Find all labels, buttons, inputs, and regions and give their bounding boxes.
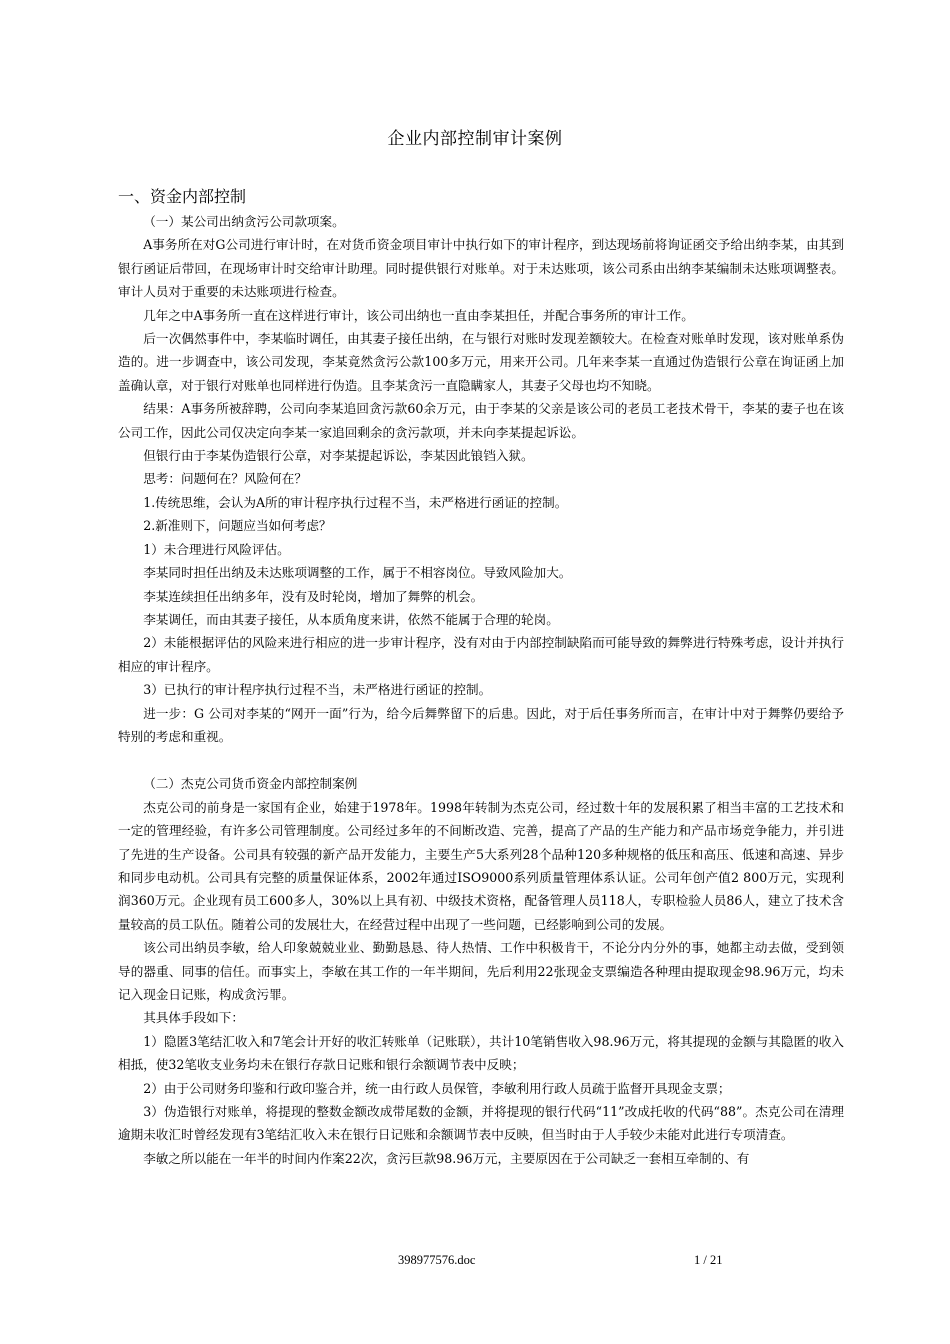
paragraph: 几年之中A事务所一直在这样进行审计，该公司出纳也一直由李某担任，并配合事务所的审计工作。 bbox=[143, 307, 694, 323]
paragraph: 但银行由于李某伪造银行公章，对李某提起诉讼，李某因此锒铛入狱。 bbox=[143, 448, 534, 464]
paragraph: 后一次偶然事件中，李某临时调任，由其妻子接任出纳，在与银行对账时发现差额较大。在检查对账单时发现，该对账单系伪造的。进一步调查中，该公司发现，李某竟然贪污公款100多万元，用来开公司。几年来李某一直通过伪造银行公章在询证函上加盖确认章，对于银行对账单也同样进行伪造。且李某贪污一直隐瞒家人，其妻子父母也均不知晓。 bbox=[118, 331, 844, 393]
paragraph: 李某同时担任出纳及未达账项调整的工作，属于不相容岗位。导致风险加大。 bbox=[143, 565, 572, 581]
paragraph: A事务所在对G公司进行审计时，在对货币资金项目审计中执行如下的审计程序，到达现场前将询证函交予给出纳李某，由其到银行函证后带回，在现场审计时交给审计助理。同时提供银行对账单。对于未达账项，该公司系由出纳李某编制未达账项调整表。审计人员对于重要的未达账项进行检查。 bbox=[118, 237, 844, 300]
paragraph: 结果：A事务所被辞聘，公司向李某追回贪污款60余万元，由于李某的父亲是该公司的老员工老技术骨干，李某的妻子也在该公司工作，因此公司仅决定向李某一家追回剩余的贪污款项，并未向李某提起诉讼。 bbox=[118, 401, 844, 440]
document-title: 企业内部控制审计案例 bbox=[387, 129, 563, 149]
paragraph: 2）未能根据评估的风险来进行相应的进一步审计程序，没有对由于内部控制缺陷而可能导致的舞弊进行特殊考虑，设计并执行相应的审计程序。 bbox=[118, 635, 844, 674]
subsection-heading: （一）某公司出纳贪污公司款项案。 bbox=[143, 214, 345, 229]
paragraph: 进一步：G 公司对李某的“网开一面”行为，给今后舞弊留下的后患。因此，对于后任事务所而言，在审计中对于舞弊仍要给予特别的考虑和重视。 bbox=[118, 705, 844, 744]
paragraph: 1.传统思维，会认为A所的审计程序执行过程不当，未严格进行函证的控制。 bbox=[143, 494, 568, 510]
paragraph: 3）伪造银行对账单，将提现的整数金额改成带尾数的金额，并将提现的银行代码“11”改成托收的代码“88”。杰克公司在清理逾期未收汇时曾经发现有3笔结汇收入未在银行日记账和余额调节表中反映，但当时由于人手较少未能对此进行专项清查。 bbox=[118, 1104, 844, 1143]
paragraph: 该公司出纳员李敏，给人印象兢兢业业、勤勤恳恳、待人热情、工作中积极肯干，不论分内分外的事，她都主动去做，受到领导的器重、同事的信任。而事实上，李敏在其工作的一年半期间，先后利用22张现金支票编造各种理由提取现金98.96万元，均未记入现金日记账，构成贪污罪。 bbox=[118, 940, 844, 1002]
paragraph: 杰克公司的前身是一家国有企业，始建于1978年。1998年转制为杰克公司，经过数十年的发展积累了相当丰富的工艺技术和一定的管理经验，有许多公司管理制度。公司经过多年的不间断改造、完善，提高了产品的生产能力和产品市场竞争能力，并引进了先进的生产设备。公司具有较强的新产品开发能力，主要生产5大系列28个品种120多种规格的低压和高压、低速和高速、异步和同步电动机。公司具有完整的质量保证体系，2002年通过ISO9000系列质量管理体系认证。公司年创产值2 800万元，实现利润360万元。企业现有员工600多人，30%以上具有初、中级技术资格，配备管理人员118人，专职检验人员86人，建立了技术含量较高的员工队伍。随着公司的发展壮大，在经营过程中出现了一些问题，已经影响到公司的发展。 bbox=[118, 799, 844, 932]
paragraph: 1）隐匿3笔结汇收入和7笔会计开好的收汇转账单（记账联），共计10笔销售收入98.96万元，将其提现的金额与其隐匿的收入相抵，使32笔收支业务均未在银行存款日记账和银行余额调节表中反映； bbox=[118, 1033, 844, 1073]
paragraph: 2）由于公司财务印鉴和行政印鉴合并，统一由行政人员保管，李敏利用行政人员疏于监督开具现金支票； bbox=[143, 1080, 731, 1096]
paragraph: 1）未合理进行风险评估。 bbox=[143, 541, 290, 557]
subsection-heading: （二）杰克公司货币资金内部控制案例 bbox=[143, 776, 358, 792]
paragraph: 李某连续担任出纳多年，没有及时轮岗，增加了舞弊的机会。 bbox=[143, 588, 484, 604]
paragraph: 3）已执行的审计程序执行过程不当，未严格进行函证的控制。 bbox=[143, 682, 492, 698]
paragraph: 2.新准则下，问题应当如何考虑？ bbox=[143, 518, 332, 534]
document-body bbox=[118, 210, 844, 1170]
footer-filename: 398977576.doc bbox=[398, 1253, 476, 1267]
paragraph: 思考：问题何在？风险何在？ bbox=[143, 471, 307, 487]
paragraph: 李敏之所以能在一年半的时间内作案22次，贪污巨款98.96万元，主要原因在于公司缺乏一套相互牵制的、有 bbox=[143, 1150, 750, 1166]
section-heading: 一、资金内部控制 bbox=[118, 187, 247, 206]
paragraph: 其具体手段如下： bbox=[143, 1010, 244, 1026]
paragraph-spacer bbox=[118, 748, 844, 772]
footer-page-number: 1 / 21 bbox=[694, 1253, 723, 1267]
paragraph: 李某调任，而由其妻子接任，从本质角度来讲，依然不能属于合理的轮岗。 bbox=[143, 611, 559, 627]
